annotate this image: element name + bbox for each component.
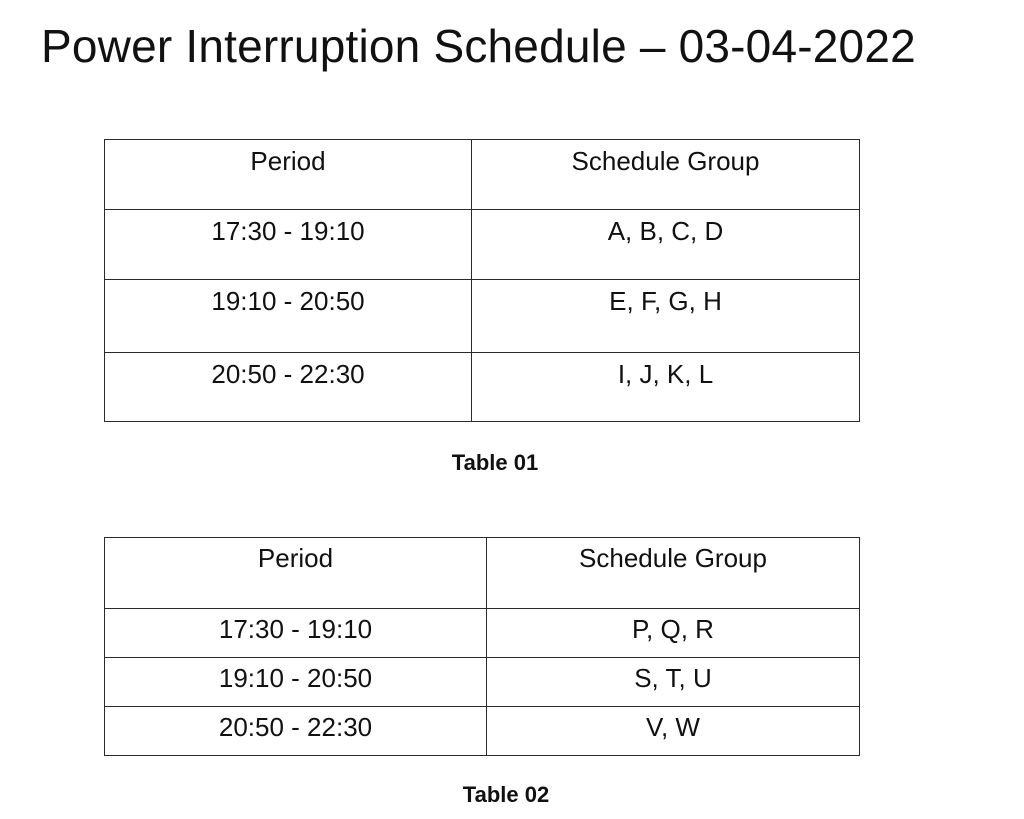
- schedule-table-01: [104, 139, 860, 422]
- period-cell: 19:10 - 20:50: [105, 280, 472, 353]
- header-period: Period: [105, 538, 487, 609]
- page-title: Power Interruption Schedule – 03-04-2022: [41, 20, 916, 72]
- group-cell: A, B, C, D: [472, 210, 860, 280]
- table-row: [105, 280, 860, 353]
- schedule-table-02: [104, 537, 860, 756]
- header-schedule-group: Schedule Group: [472, 140, 860, 210]
- table-header-row: [105, 538, 860, 609]
- group-cell: I, J, K, L: [472, 353, 860, 422]
- period-cell: 17:30 - 19:10: [105, 609, 487, 658]
- header-schedule-group: Schedule Group: [487, 538, 860, 609]
- table-row: [105, 707, 860, 756]
- period-cell: 20:50 - 22:30: [105, 353, 472, 422]
- table-row: [105, 658, 860, 707]
- period-cell: 17:30 - 19:10: [105, 210, 472, 280]
- header-period: Period: [105, 140, 472, 210]
- table-row: [105, 353, 860, 422]
- group-cell: V, W: [487, 707, 860, 756]
- group-cell: E, F, G, H: [472, 280, 860, 353]
- table-header-row: [105, 140, 860, 210]
- table-caption-02: Table 02: [462, 782, 550, 807]
- table-row: [105, 210, 860, 280]
- period-cell: 19:10 - 20:50: [105, 658, 487, 707]
- table-row: [105, 609, 860, 658]
- period-cell: 20:50 - 22:30: [105, 707, 487, 756]
- group-cell: P, Q, R: [487, 609, 860, 658]
- table-caption-01: Table 01: [451, 450, 539, 475]
- group-cell: S, T, U: [487, 658, 860, 707]
